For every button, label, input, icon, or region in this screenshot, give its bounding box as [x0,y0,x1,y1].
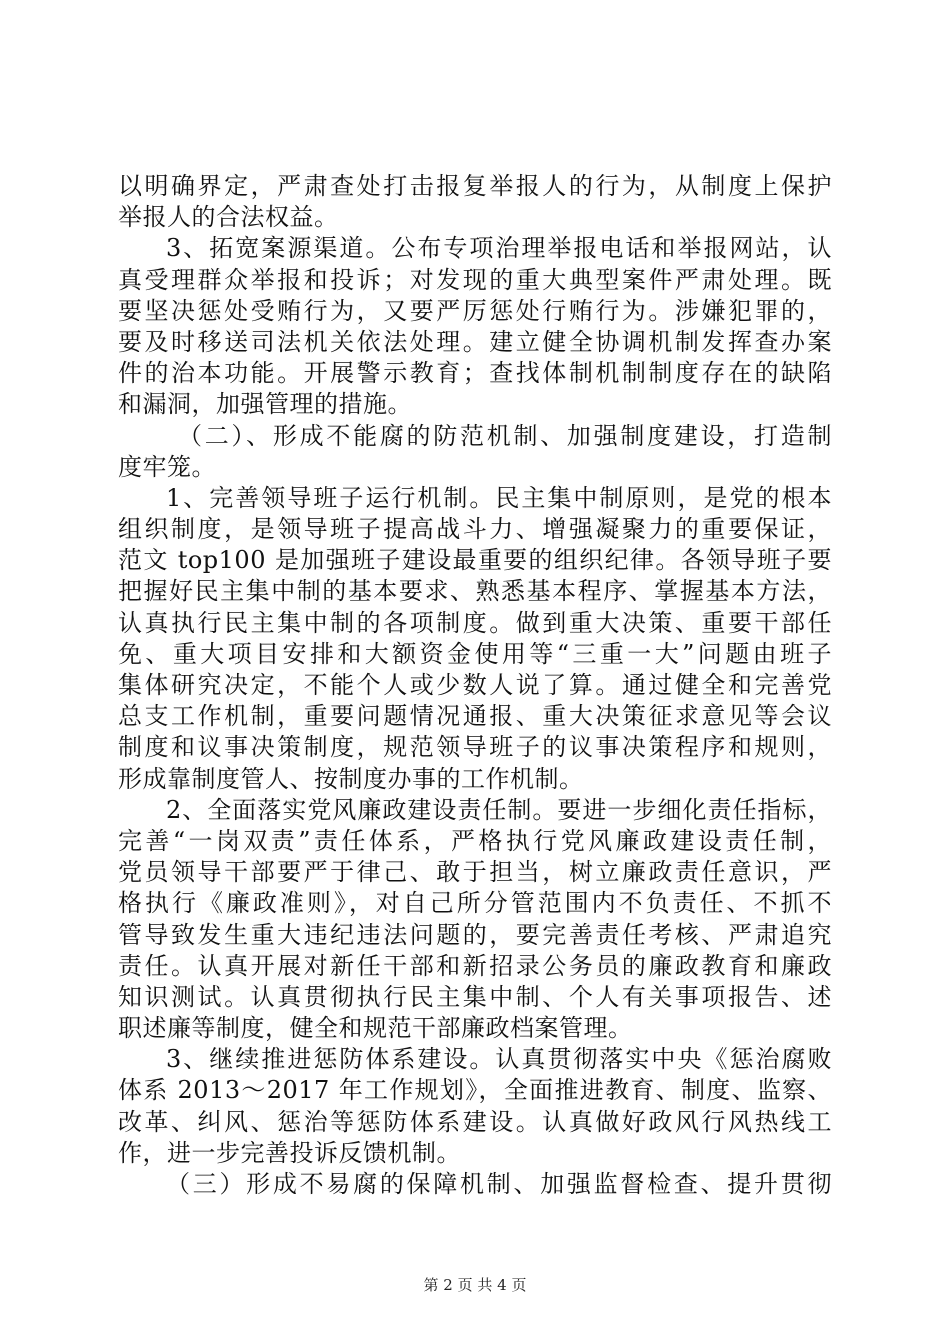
section-heading-line: （三）形成不易腐的保障机制、加强监督检查、提升贯彻 [166,1170,832,1198]
text-line: 免、重大项目安排和大额资金使用等“三重一大”问题由班子 [118,639,832,668]
section-heading-line: 度牢笼。 [118,452,216,481]
text-line: 知识测试。认真贯彻执行民主集中制、个人有关事项报告、述 [118,982,832,1011]
text-line: 制度和议事决策制度，规范领导班子的议事决策程序和规则， [118,733,832,762]
text-line: 形成靠制度管人、按制度办事的工作机制。 [118,764,584,793]
text-line: 认真执行民主集中制的各项制度。做到重大决策、重要干部任 [118,608,832,637]
text-line: 责任。认真开展对新任干部和新招录公务员的廉政教育和廉政 [118,951,832,980]
text-line: 和漏洞，加强管理的措施。 [118,390,412,419]
text-line: 作，进一步完善投诉反馈机制。 [118,1138,461,1167]
text-line: 职述廉等制度，健全和规范干部廉政档案管理。 [118,1014,633,1043]
text-line: 范文 top100 是加强班子建设最重要的组织纪律。各领导班子要 [118,546,832,575]
page-number-footer: 第 2 页 共 4 页 [423,1276,527,1294]
text-line: 党员领导干部要严于律己、敢于担当，树立廉政责任意识，严 [118,858,832,887]
text-line: 格执行《廉政准则》，对自己所分管范围内不负责任、不抓不 [118,889,832,918]
text-line: 2、全面落实党风廉政建设责任制。要进一步细化责任指标， [166,795,832,824]
section-heading-line: （二）、形成不能腐的防范机制、加强制度建设，打造制 [178,421,832,450]
text-line: 管导致发生重大违纪违法问题的，要完善责任考核、严肃追究 [118,920,832,949]
text-line: 完善“一岗双责”责任体系，严格执行党风廉政建设责任制， [118,826,832,855]
text-line: 3、拓宽案源渠道。公布专项治理举报电话和举报网站，认 [166,234,832,263]
text-line: 总支工作机制，重要问题情况通报、重大决策征求意见等会议 [118,702,832,731]
text-line: 3、继续推进惩防体系建设。认真贯彻落实中央《惩治腐败 [166,1045,832,1074]
document-body [118,171,832,1200]
text-line: 改革、纠风、惩治等惩防体系建设。认真做好政风行风热线工 [118,1107,832,1136]
text-line: 组织制度，是领导班子提高战斗力、增强凝聚力的重要保证， [118,515,832,544]
text-line: 1、完善领导班子运行机制。民主集中制原则，是党的根本 [166,483,832,512]
text-line: 件的治本功能。开展警示教育；查找体制机制制度存在的缺陷 [118,359,832,388]
text-line: 把握好民主集中制的基本要求、熟悉基本程序、掌握基本方法， [118,577,832,606]
text-line: 举报人的合法权益。 [118,203,339,232]
text-line: 集体研究决定，不能个人或少数人说了算。通过健全和完善党 [118,671,832,699]
text-line: 以明确界定，严肃查处打击报复举报人的行为，从制度上保护 [118,172,832,200]
text-line: 要坚决惩处受贿行为，又要严厉惩处行贿行为。涉嫌犯罪的， [118,296,832,325]
text-line: 要及时移送司法机关依法处理。建立健全协调机制发挥查办案 [118,327,832,356]
text-line: 体系 2013～2017 年工作规划》，全面推进教育、制度、监察、 [118,1076,832,1105]
text-line: 真受理群众举报和投诉；对发现的重大典型案件严肃处理。既 [118,265,832,294]
